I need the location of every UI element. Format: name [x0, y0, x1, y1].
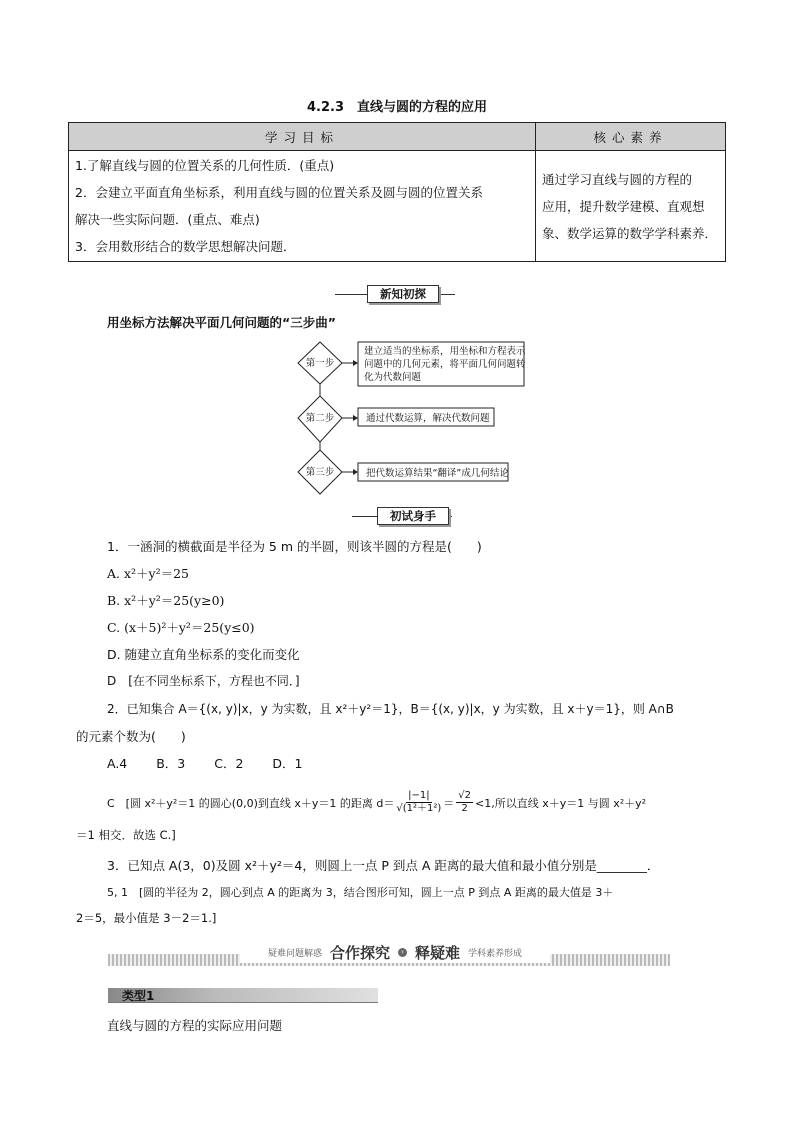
fraction-denominator: √(1²＋1²)	[396, 803, 442, 814]
q1-option-b: B. x²＋y²＝25(y≥0)	[107, 593, 225, 608]
header-core-literacy: 核心素养	[536, 123, 726, 151]
literacy-line: 通过学习直线与圆的方程的	[542, 171, 693, 187]
q2-answer-pre: C [圆 x²＋y²＝1 的圆心(0,0)到直线 x＋y＝1 的距离 d＝	[107, 796, 395, 810]
step2-label: 第二步	[305, 413, 335, 424]
type-label-bar	[108, 988, 378, 1003]
step1-text: 化为代数问题	[364, 372, 422, 383]
q2-options: A.4 B．3 C．2 D．1	[107, 756, 303, 771]
result-fraction	[456, 790, 473, 815]
q2-answer-post: <1,所以直线 x＋y＝1 与圆 x²＋y²	[475, 796, 647, 810]
header-learning-goals: 学习目标	[69, 123, 536, 151]
learning-goals-cell	[69, 151, 536, 262]
equals-sign: ＝	[443, 796, 455, 810]
q1-answer: D [在不同坐标系下，方程也不同．]	[107, 674, 300, 688]
goal-line: 1.了解直线与圆的位置关系的几何性质．(重点)	[75, 158, 335, 173]
fraction-numerator: √2	[458, 790, 472, 801]
goal-line: 解决一些实际问题．(重点、难点)	[75, 212, 260, 227]
fraction-numerator: |−1|	[408, 790, 430, 801]
step1-text: 问题中的几何元素，将平面几何问题转	[364, 359, 526, 370]
question-3-stem: 3．已知点 A(3，0)及圆 x²＋y²＝4，则圆上一点 P 到点 A 距离的最大值和最小值分别是________．	[107, 858, 660, 873]
distance-fraction	[396, 790, 441, 815]
goal-line: 2．会建立平面直角坐标系，利用直线与圆的位置关系及圆与圆的位置关系	[75, 185, 483, 200]
step3-label: 第三步	[305, 467, 335, 478]
section-header-cooperative	[240, 941, 550, 963]
step3-text: 把代数运算结果“翻译”成几何结论	[366, 468, 509, 479]
question-1-stem: 1．一涵洞的横截面是半径为 5 m 的半圆，则该半圆的方程是( )	[107, 539, 482, 554]
fraction-denominator: 2	[461, 803, 468, 814]
type-label: 类型1	[122, 989, 155, 1003]
section-banner-try: 初试身手	[377, 507, 449, 525]
flow-arrowhead	[353, 360, 358, 366]
question-2-stem-cont: 的元素个数为( )	[76, 729, 186, 744]
section-left-caption: 疑难问题解惑	[267, 948, 322, 959]
goal-line: 3．会用数形结合的数学思想解决问题．	[75, 239, 296, 254]
core-literacy-cell	[536, 151, 726, 262]
q3-answer: 5, 1 [圆的半径为 2，圆心到点 A 的距离为 3，结合图形可知，圆上一点 P 到点 A 距离的最大值是 3＋	[107, 886, 614, 899]
step1-text: 建立适当的坐标系，用坐标和方程表示	[364, 346, 526, 357]
page-title: 4.2.3 直线与圆的方程的应用	[306, 100, 487, 115]
question-2-stem: 2．已知集合 A＝{(x, y)|x，y 为实数，且 x²＋y²＝1}，B＝{(x, y)|x，y 为实数，且 x＋y＝1}，则 A∩B	[107, 702, 674, 716]
flow-arrowhead	[353, 415, 358, 421]
q2-answer	[107, 790, 646, 815]
literacy-line: 应用，提升数学建模、直观想	[542, 198, 705, 214]
section-main-title: 合作探究	[329, 943, 390, 962]
three-step-flowchart	[296, 338, 526, 498]
step1-label: 第一步	[305, 358, 335, 369]
q1-option-d: D. 随建立直角坐标系的变化而变化	[107, 647, 300, 662]
q1-option-a: A. x²＋y²＝25	[107, 566, 190, 581]
flow-arrowhead	[353, 469, 358, 475]
section-right-caption: 学科素养形成	[468, 948, 523, 959]
q2-answer-cont: ＝1 相交．故选 C.]	[76, 828, 176, 842]
arrow-circle-icon: ›	[398, 948, 407, 957]
section-main-title-2: 释疑难	[415, 943, 461, 962]
type-title: 直线与圆的方程的实际应用问题	[107, 1018, 283, 1033]
q1-option-c: C. (x＋5)²＋y²＝25(y≤0)	[107, 620, 255, 635]
literacy-line: 象、数学运算的数学学科素养．	[542, 225, 718, 241]
objectives-table	[68, 122, 726, 262]
method-title: 用坐标方法解决平面几何问题的“三步曲”	[107, 315, 336, 330]
q3-answer-cont: 2＝5，最小值是 3－2＝1.]	[76, 911, 217, 925]
step2-text: 通过代数运算，解决代数问题	[366, 413, 490, 424]
section-banner-new-knowledge: 新知初探	[367, 285, 439, 303]
